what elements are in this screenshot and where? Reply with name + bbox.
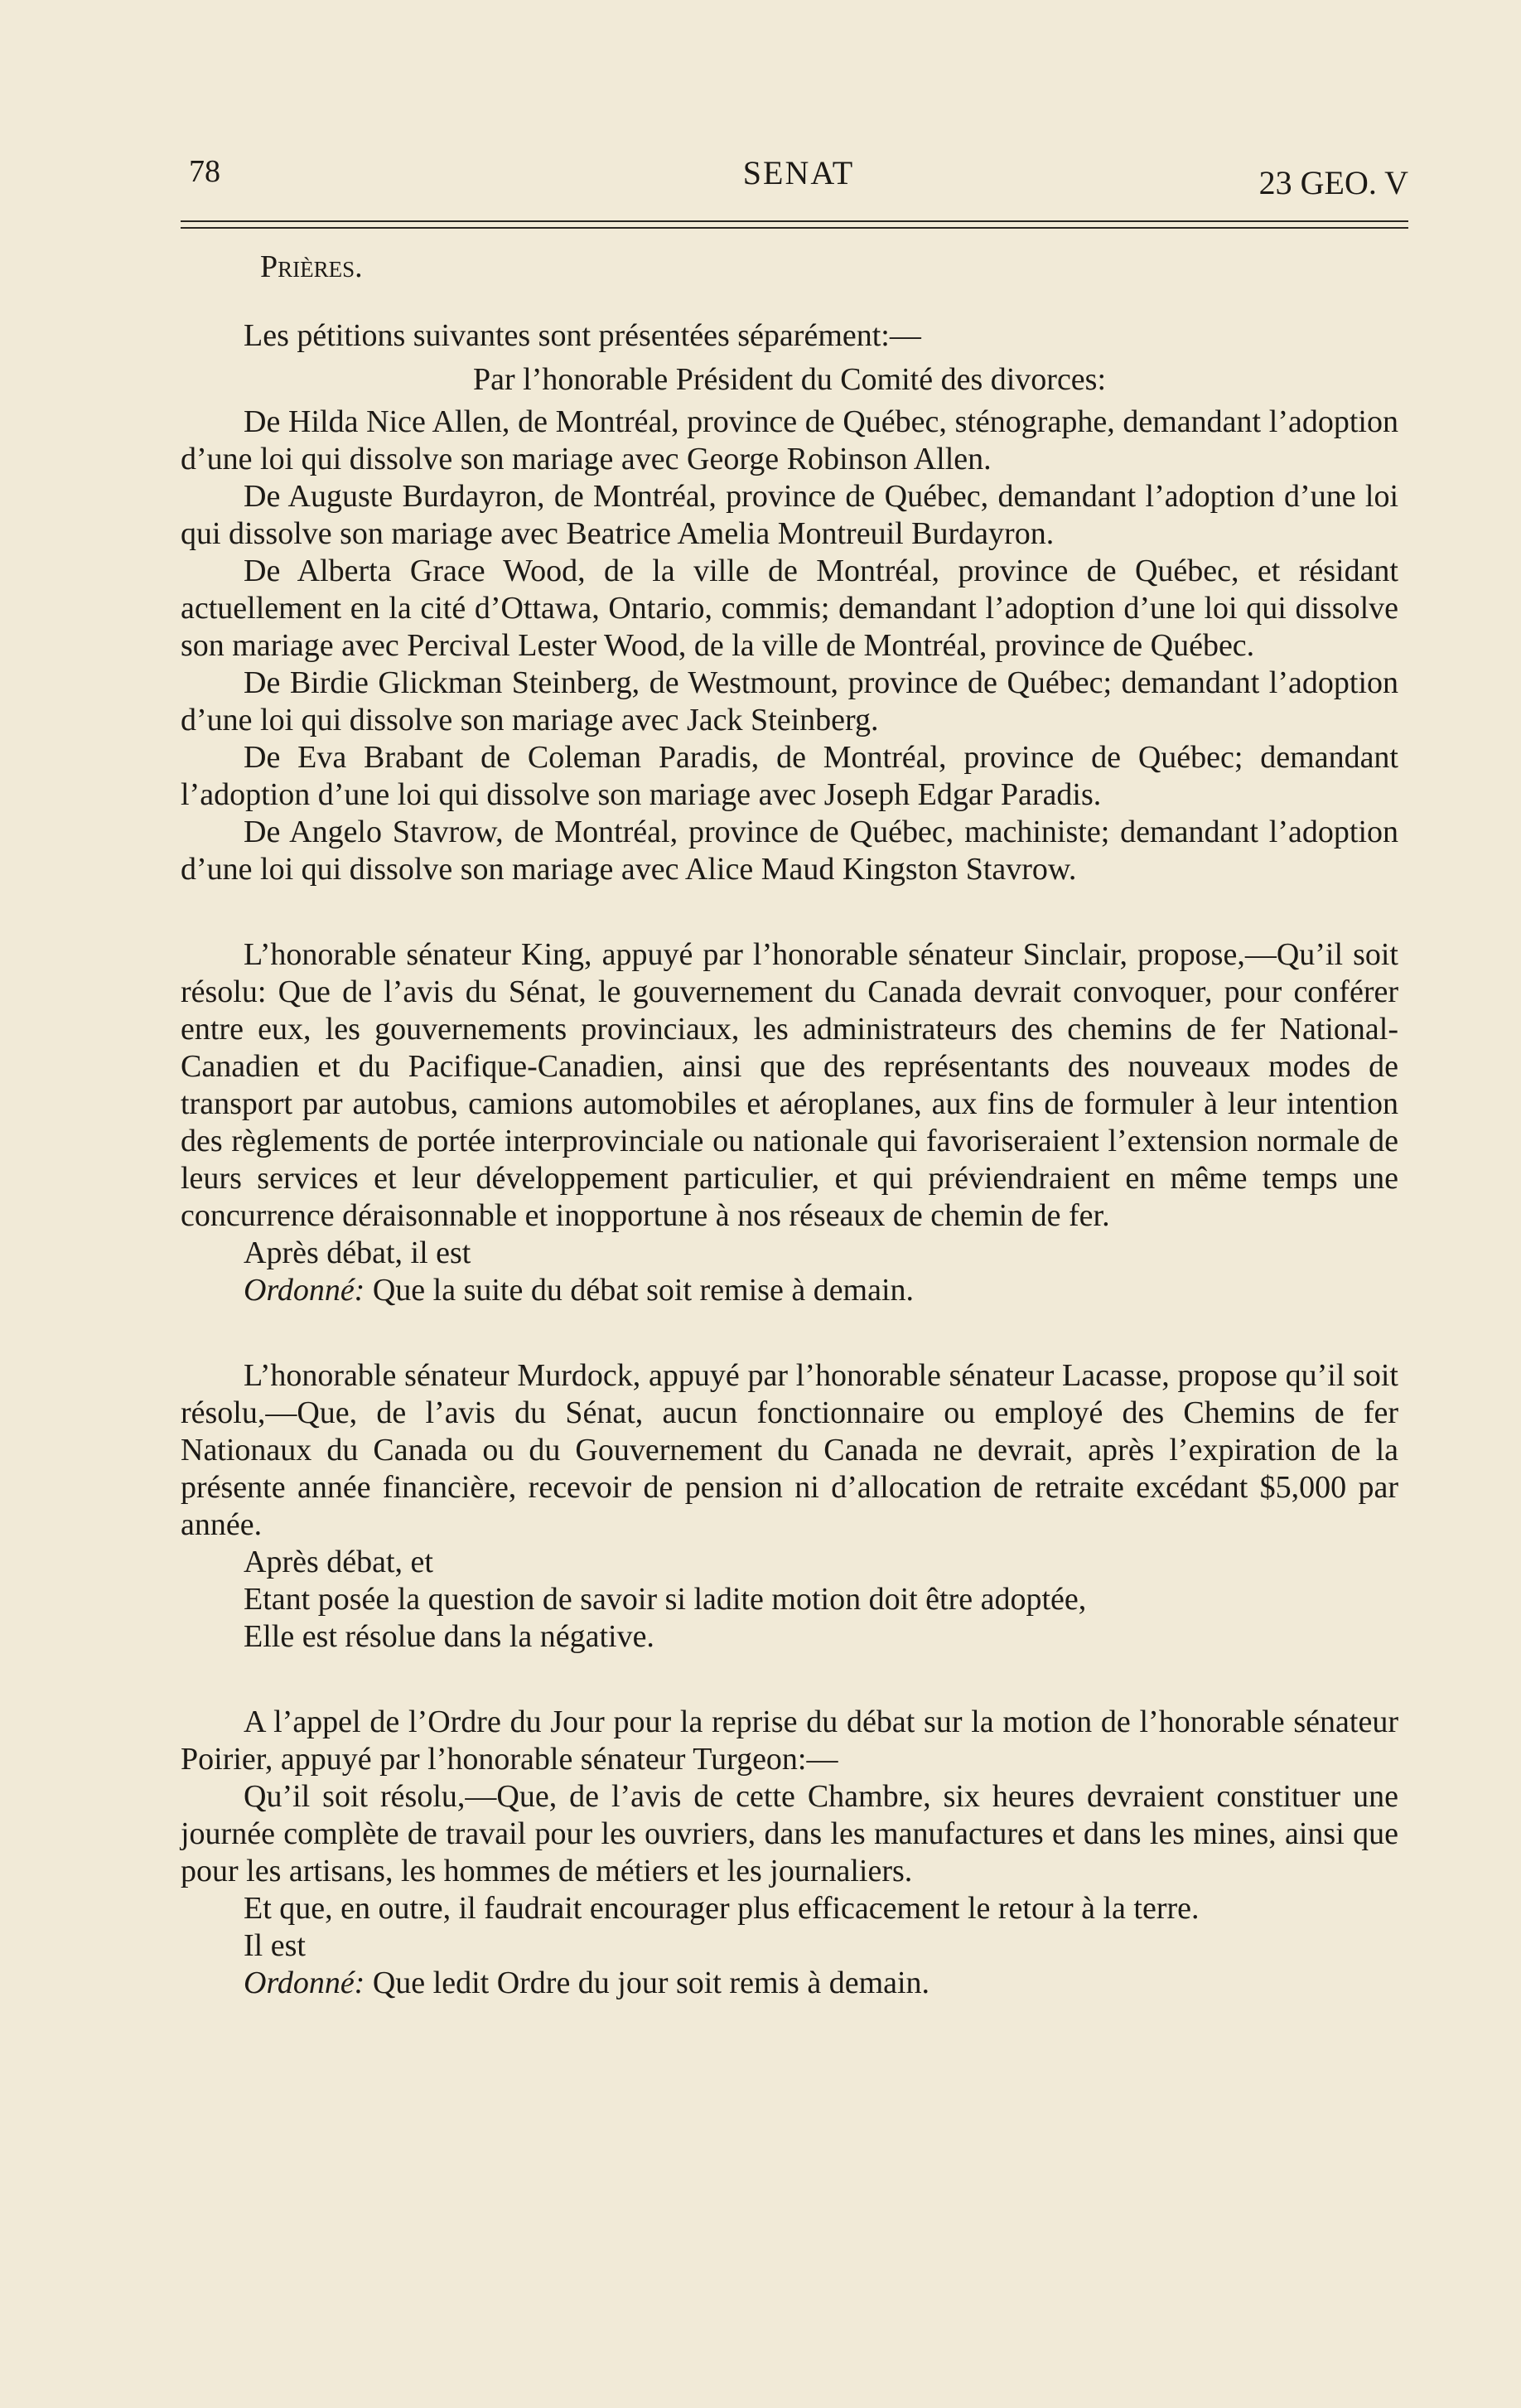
- journal-title: SENAT: [742, 154, 855, 191]
- petition-paragraph: De Auguste Burdayron, de Montréal, province de Québec, demandant l’adoption d’une loi qui dissolve son mariage avec Beatrice Amelia Montreuil Burdayron.: [181, 479, 1398, 551]
- motion-king-order: [181, 1272, 1398, 1309]
- motion-murdock-text: L’honorable sénateur Murdock, appuyé par l’honorable sénateur Lacasse, propose qu’il soit résolu,—Que, de l’avis du Sénat, aucun fonctionnaire ou employé des Chemins de fer Nationaux du Canada ou du Gouvernement du Canada ne devrait, après l’expiration de la présente année financière, recevoir de pension ni d’allocation de retraite excédant $5,000 par année.: [181, 1358, 1398, 1542]
- order-poirier-further: Et que, en outre, il faudrait encourager plus efficacement le retour à la terre.: [244, 1891, 1200, 1926]
- header-rule-bottom: [181, 227, 1408, 229]
- order-poirier-il-est: Il est: [244, 1928, 306, 1963]
- section-gap: [181, 1656, 1398, 1704]
- committee-line: Par l’honorable Président du Comité des divorces:: [472, 362, 1107, 397]
- petition-paragraph: De Birdie Glickman Steinberg, de Westmount, province de Québec; demandant l’adoption d’une loi qui dissolve son mariage avec Jack Steinberg.: [181, 665, 1398, 737]
- order-poirier-text: A l’appel de l’Ordre du Jour pour la reprise du débat sur la motion de l’honorable sénateur Poirier, appuyé par l’honorable sénateur Turgeon:—: [181, 1704, 1398, 1777]
- ordered-text: Que la suite du débat soit remise à demain.: [365, 1273, 915, 1308]
- order-poirier-resolution: Qu’il soit résolu,—Que, de l’avis de cette Chambre, six heures devraient constituer une journée complète de travail pour les ouvriers, dans les manufactures et dans les mines, ainsi que pour les artisans, les hommes de métiers et les journaliers.: [181, 1779, 1398, 1888]
- order-poirier-order: [181, 1965, 1398, 2002]
- motion-murdock-question: Etant posée la question de savoir si ladite motion doit être adoptée,: [244, 1582, 1087, 1617]
- running-header: [189, 153, 1408, 203]
- motion-murdock-after-debate: Après débat, et: [244, 1545, 433, 1579]
- motion-king-text: L’honorable sénateur King, appuyé par l’honorable sénateur Sinclair, propose,—Qu’il soit résolu: Que de l’avis du Sénat, le gouvernement du Canada devrait convoquer, pour conférer entre eux, les gouvernements provinciaux, les administrateurs des chemins de fer National-Canadien et du Pacifique-Canadien, ainsi que des représentants des nouveaux modes de transport par autobus, camions automobiles et aéroplanes, aux fins de formuler à leur intention des règlements de portée interprovinciale ou nationale qui favoriseraient l’extension normale de leurs services et leur développement particulier, et qui préviendraient en même temps une concurrence déraisonnable et inopportune à nos réseaux de chemin de fer.: [181, 937, 1398, 1233]
- ordered-label: Ordonné:: [244, 1273, 365, 1308]
- petitions-intro: Les pétitions suivantes sont présentées séparément:—: [244, 318, 921, 353]
- ordered-label: Ordonné:: [244, 1966, 365, 2000]
- petition-paragraph: De Eva Brabant de Coleman Paradis, de Montréal, province de Québec; demandant l’adoption d’une loi qui dissolve son mariage avec Joseph Edgar Paradis.: [181, 740, 1398, 812]
- ordered-text: Que ledit Ordre du jour soit remis à demain.: [365, 1966, 930, 2000]
- page-body: [181, 249, 1398, 2002]
- regnal-year: 23 GEO. V: [1258, 164, 1408, 201]
- section-gap: [181, 1309, 1398, 1357]
- motion-murdock-result: Elle est résolue dans la négative.: [244, 1619, 654, 1654]
- motion-king-after-debate: Après débat, il est: [244, 1235, 471, 1270]
- petition-paragraph: De Alberta Grace Wood, de la ville de Montréal, province de Québec, et résidant actuellement en la cité d’Ottawa, Ontario, commis; demandant l’adoption d’une loi qui dissolve son mariage avec Percival Lester Wood, de la ville de Montréal, province de Québec.: [181, 554, 1398, 663]
- section-gap: [181, 888, 1398, 936]
- header-rule-top: [181, 220, 1408, 222]
- petition-paragraph: De Hilda Nice Allen, de Montréal, province de Québec, sténographe, demandant l’adoption d’une loi qui dissolve son mariage avec George Robinson Allen.: [181, 404, 1398, 476]
- page-number: 78: [189, 154, 220, 189]
- section-heading: Prières.: [260, 249, 363, 284]
- petition-paragraph: De Angelo Stavrow, de Montréal, province de Québec, machiniste; demandant l’adoption d’une loi qui dissolve son mariage avec Alice Maud Kingston Stavrow.: [181, 815, 1398, 887]
